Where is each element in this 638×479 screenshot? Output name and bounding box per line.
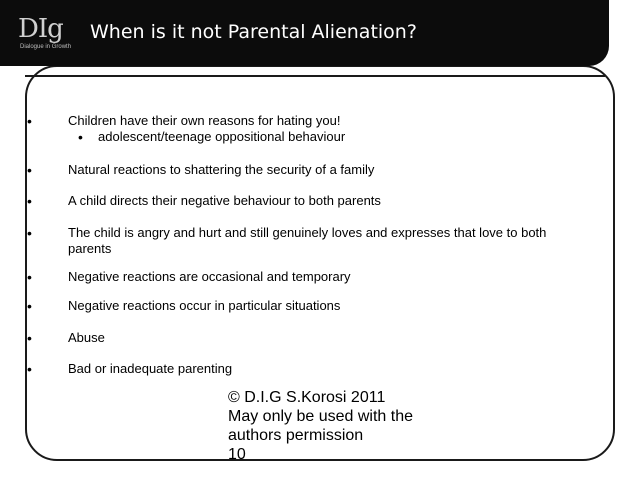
bullet-item (27, 298, 588, 314)
sub-bullet-item (78, 129, 578, 145)
bullet-icon: • (27, 269, 32, 285)
bullet-icon: • (27, 330, 32, 346)
copyright-footer (228, 388, 488, 464)
footer-usage: May only be used with the (228, 408, 413, 425)
bullet-text: Children have their own reasons for hating you! (68, 113, 341, 128)
bullet-icon: • (27, 361, 32, 377)
bullet-item (27, 225, 588, 257)
bullet-text: A child directs their negative behaviour to both parents (68, 193, 381, 208)
bullet-item (27, 193, 588, 209)
slide-header (0, 0, 609, 66)
logo-subtext: Dialogue in Growth (20, 44, 72, 50)
bullet-icon: • (78, 129, 83, 145)
footer-permission: authors permission (228, 427, 364, 444)
logo-text: DIg (18, 14, 63, 44)
bullet-icon: • (27, 298, 32, 314)
bullet-icon: • (27, 193, 32, 209)
bullet-text: Negative reactions occur in particular situations (68, 298, 341, 313)
bullet-icon: • (27, 162, 32, 178)
slide-number: 10 (228, 446, 246, 463)
slide-title: When is it not Parental Alienation? (90, 21, 417, 43)
header-divider (25, 75, 605, 77)
bullet-item (27, 269, 588, 285)
bullet-item (27, 162, 588, 178)
bullet-text: Bad or inadequate parenting (68, 361, 233, 376)
footer-copyright: © D.I.G S.Korosi 2011 (228, 389, 386, 406)
bullet-item (27, 330, 588, 346)
bullet-icon: • (27, 113, 32, 129)
bullet-text: Abuse (68, 330, 105, 345)
bullet-text: Negative reactions are occasional and temporary (68, 269, 351, 284)
bullet-text: Natural reactions to shattering the security of a family (68, 162, 375, 177)
bullet-item (27, 113, 588, 129)
dig-logo (18, 14, 72, 54)
bullet-icon: • (27, 225, 32, 241)
bullet-item (27, 361, 588, 377)
bullet-text: The child is angry and hurt and still genuinely loves and expresses that love to both parents (68, 225, 547, 256)
sub-bullet-text: adolescent/teenage oppositional behaviour (98, 129, 346, 144)
